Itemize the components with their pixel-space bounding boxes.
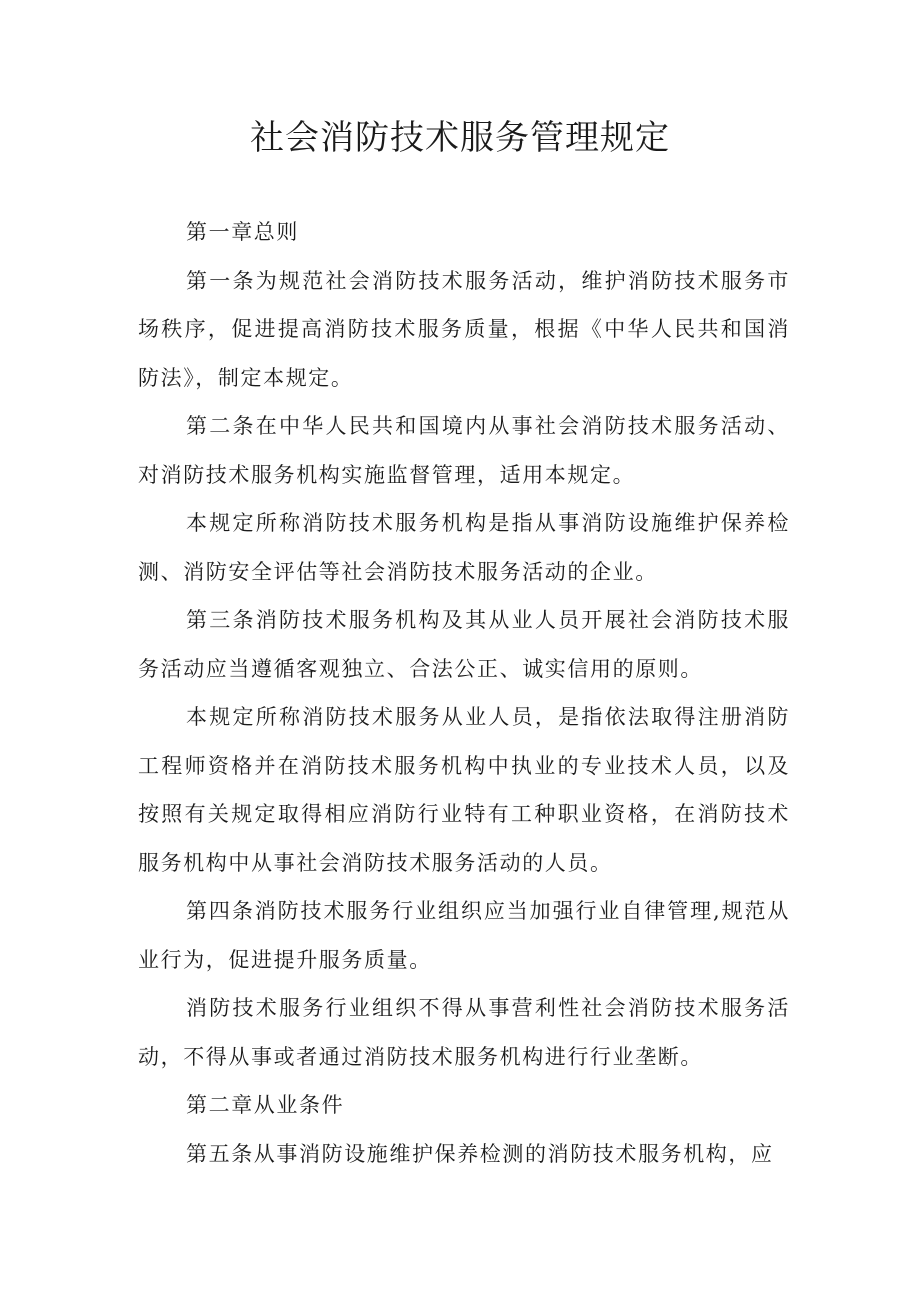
article-paragraph: 第五条从事消防设施维护保养检测的消防技术服务机构，应 — [186, 1141, 774, 1166]
article-paragraph: 第二条在中华人民共和国境内从事社会消防技术服务活动、对消防技术服务机构实施监督管理，适用本规定。 — [138, 414, 790, 487]
document-body — [138, 208, 790, 1178]
article-paragraph: 本规定所称消防技术服务机构是指从事消防设施维护保养检测、消防安全评估等社会消防技术服务活动的企业。 — [138, 511, 790, 584]
article-paragraph: 消防技术服务行业组织不得从事营利性社会消防技术服务活动，不得从事或者通过消防技术服务机构进行行业垄断。 — [138, 996, 790, 1069]
article-paragraph: 第四条消防技术服务行业组织应当加强行业自律管理,规范从业行为，促进提升服务质量。 — [138, 899, 790, 972]
document-title: 社会消防技术服务管理规定 — [250, 118, 670, 158]
article-paragraph: 第三条消防技术服务机构及其从业人员开展社会消防技术服务活动应当遵循客观独立、合法公正、诚实信用的原则。 — [138, 608, 790, 681]
chapter-heading: 第二章从业条件 — [186, 1093, 345, 1117]
article-paragraph: 第一条为规范社会消防技术服务活动，维护消防技术服务市场秩序，促进提高消防技术服务质量，根据《中华人民共和国消防法》，制定本规定。 — [138, 268, 790, 390]
chapter-heading: 第一章总则 — [186, 220, 299, 244]
article-paragraph: 本规定所称消防技术服务从业人员，是指依法取得注册消防工程师资格并在消防技术服务机构中执业的专业技术人员，以及按照有关规定取得相应消防行业特有工种职业资格，在消防技术服务机构中从事社会消防技术服务活动的人员。 — [138, 705, 790, 875]
